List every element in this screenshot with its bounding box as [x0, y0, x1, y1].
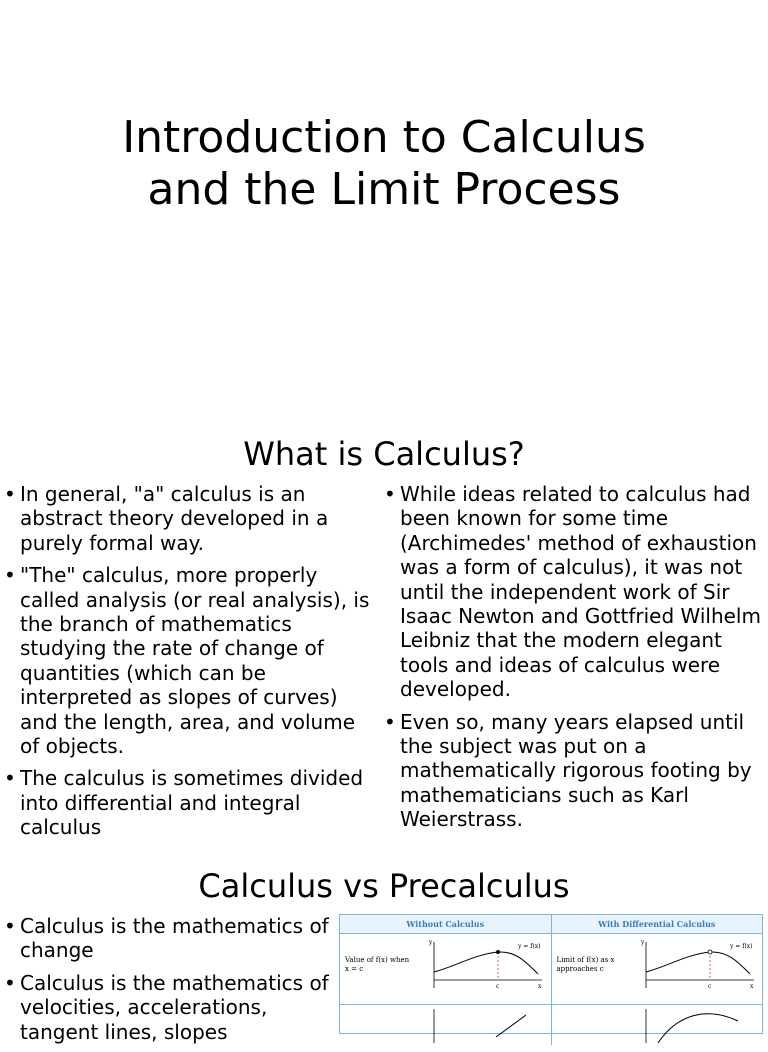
slide-title-line-2: and the Limit Process	[147, 164, 621, 215]
header-with-calculus: With Differential Calculus	[551, 915, 763, 933]
axis-y-label: y	[640, 939, 644, 946]
table-row	[340, 1005, 762, 1045]
point-c-label: c	[496, 983, 500, 990]
function-graph-icon	[638, 936, 758, 996]
header-without-calculus: Without Calculus	[406, 919, 485, 929]
comparison-table	[339, 914, 763, 1034]
function-graph-icon	[426, 936, 546, 996]
cell-label: Limit of f(x) as x approaches c	[556, 956, 615, 973]
table-row	[340, 934, 762, 1005]
cell-label: Value of f(x) when x = c	[345, 956, 410, 973]
cell-value-of-f	[340, 934, 551, 1004]
point-c-label: c	[707, 983, 711, 990]
calculus-vs-precalculus-list	[0, 914, 336, 1052]
list-item: • Even so, many years elapsed until the subject was put on a mathematically rigorous footing by mathematicians such as Karl Weierstrass.	[380, 710, 768, 832]
axis-x-label: x	[538, 983, 542, 990]
slide-title	[0, 112, 768, 216]
what-is-calculus-heading: What is Calculus?	[243, 435, 525, 473]
slide-title-line-1: Introduction to Calculus	[122, 112, 646, 163]
cell-limit-of-f	[551, 934, 763, 1004]
curve-graph-icon	[638, 1007, 758, 1043]
list-item: • Calculus is the mathematics of change	[0, 914, 336, 963]
curve-label: y = f(x)	[729, 943, 753, 950]
calculus-vs-precalculus-heading: Calculus vs Precalculus	[198, 867, 570, 905]
what-is-calculus-left-list	[0, 482, 380, 848]
list-item: • Calculus is the mathematics of velocities, accelerations, tangent lines, slopes	[0, 971, 336, 1044]
list-item: • While ideas related to calculus had been known for some time (Archimedes' method of exhaustion was a form of calculus), it was not until the independent work of Sir Isaac Newton and Gottfried Wilhelm Leibniz that the modern elegant tools and ideas of calculus were developed.	[380, 482, 768, 702]
cell-tangent-curve	[551, 1005, 763, 1045]
what-is-calculus-right-list	[380, 482, 768, 840]
curve-label: y = f(x)	[518, 943, 541, 950]
axis-x-label: x	[749, 983, 753, 990]
line-graph-icon	[426, 1007, 546, 1043]
cell-slope-line	[340, 1005, 551, 1045]
list-item: • "The" calculus, more properly called analysis (or real analysis), is the branch of mathematics studying the rate of change of quantities (which can be interpreted as slopes of curves) and the length, area, and volume of objects.	[0, 563, 380, 758]
axis-y-label: y	[429, 939, 433, 946]
list-item: • In general, "a" calculus is an abstract theory developed in a purely formal way.	[0, 482, 380, 555]
list-item: • The calculus is sometimes divided into differential and integral calculus	[0, 766, 380, 839]
comparison-table-header	[340, 915, 762, 934]
